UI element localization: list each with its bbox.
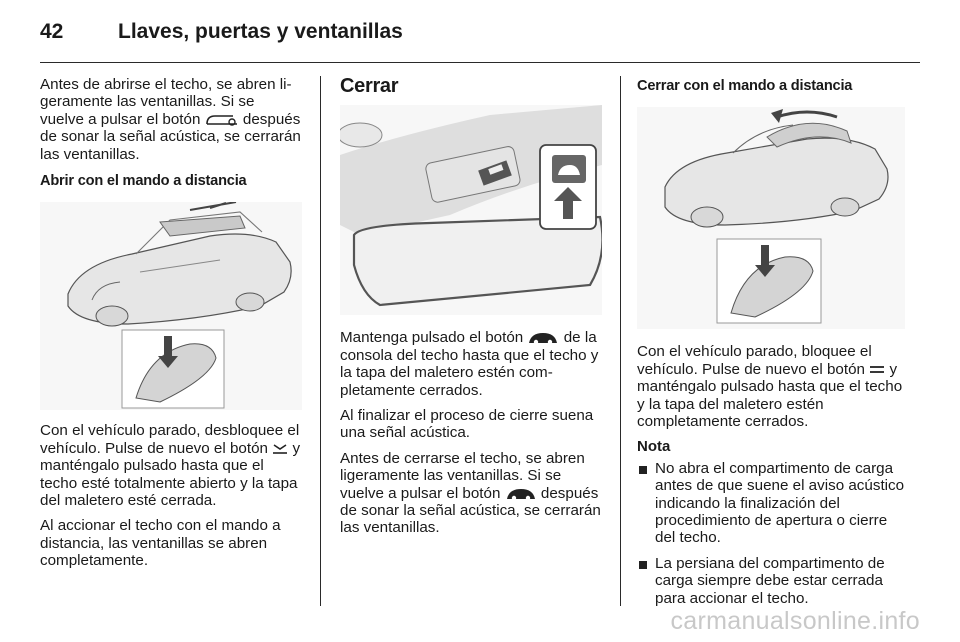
- header-rule: [40, 62, 920, 63]
- remote-windows-paragraph: Al accionar el techo con el mando a distancia, las ventanillas se abren completamente.: [40, 517, 281, 570]
- open-remote-paragraph: Con el vehículo parado, desbloquee el vehículo. Pulse de nuevo el botón y manténgalo pulsado hasta que el techo esté totalmente abierto y la tapa del maletero esté cerrada.: [40, 422, 301, 510]
- intro-paragraph: Antes de abrirse el techo, se abren ligeramente las ventanillas. Si se vuelve a pulsar el botón después de sonar la señal acústica, se cerrarán las ventanillas.: [40, 76, 301, 163]
- figure-open-remote: [40, 202, 302, 410]
- figure-close-remote: [637, 107, 905, 329]
- column-right: [637, 76, 905, 615]
- section-subhead-open-remote: Abrir con el mando a distancia: [40, 173, 247, 190]
- roof-close-icon: [527, 331, 559, 345]
- roof-close-icon: [505, 487, 537, 501]
- page-title: Llaves, puertas y ventanillas: [118, 20, 403, 43]
- column-divider-2: [620, 76, 621, 606]
- note-item: No abra el compartimento de carga antes de que suene el aviso acústico indicando la finalización del procedimiento de apertura o cierre del techo.: [637, 460, 905, 547]
- column-left: [40, 76, 302, 578]
- watermark: carmanualsonline.info: [670, 607, 920, 635]
- note-item: La persiana del compartimento de carga siempre debe estar cerrada para accionar el techo.: [637, 555, 905, 607]
- roof-console-illustration: [340, 105, 602, 315]
- unlock-icon: [272, 443, 288, 455]
- note-list: [637, 460, 905, 607]
- lock-icon: [869, 365, 885, 375]
- figure-roof-console: [340, 105, 602, 315]
- column-middle: [340, 76, 602, 545]
- close-console-paragraph: Mantenga pulsado el botón de la consola del techo hasta que el techo y la tapa del maletero estén completamente cerrados.: [340, 329, 599, 399]
- section-heading-close: Cerrar: [340, 75, 399, 97]
- roof-open-icon: [205, 113, 239, 127]
- note-heading: Nota: [637, 438, 671, 456]
- page-header: [40, 20, 403, 54]
- close-signal-paragraph: Al finalizar el proceso de cierre suena una señal acústica.: [340, 407, 594, 442]
- car-roof-close-illustration: [637, 107, 905, 329]
- close-windows-paragraph: Antes de cerrarse el techo, se abren ligeramente las ventanillas. Si se vuelve a pulsar el botón después de sonar la señal acústica, se cerrarán las ventanillas.: [340, 449, 601, 537]
- column-divider-1: [320, 76, 321, 606]
- close-remote-paragraph: Con el vehículo parado, bloquee el vehículo. Pulse de nuevo el botón y manténgalo pulsado hasta que el techo y la tapa del maletero estén completamente cerrados.: [637, 343, 903, 431]
- section-subhead-close-remote: Cerrar con el mando a distancia: [637, 78, 853, 94]
- page-number: 42: [40, 20, 64, 43]
- car-roof-open-illustration: [40, 202, 302, 410]
